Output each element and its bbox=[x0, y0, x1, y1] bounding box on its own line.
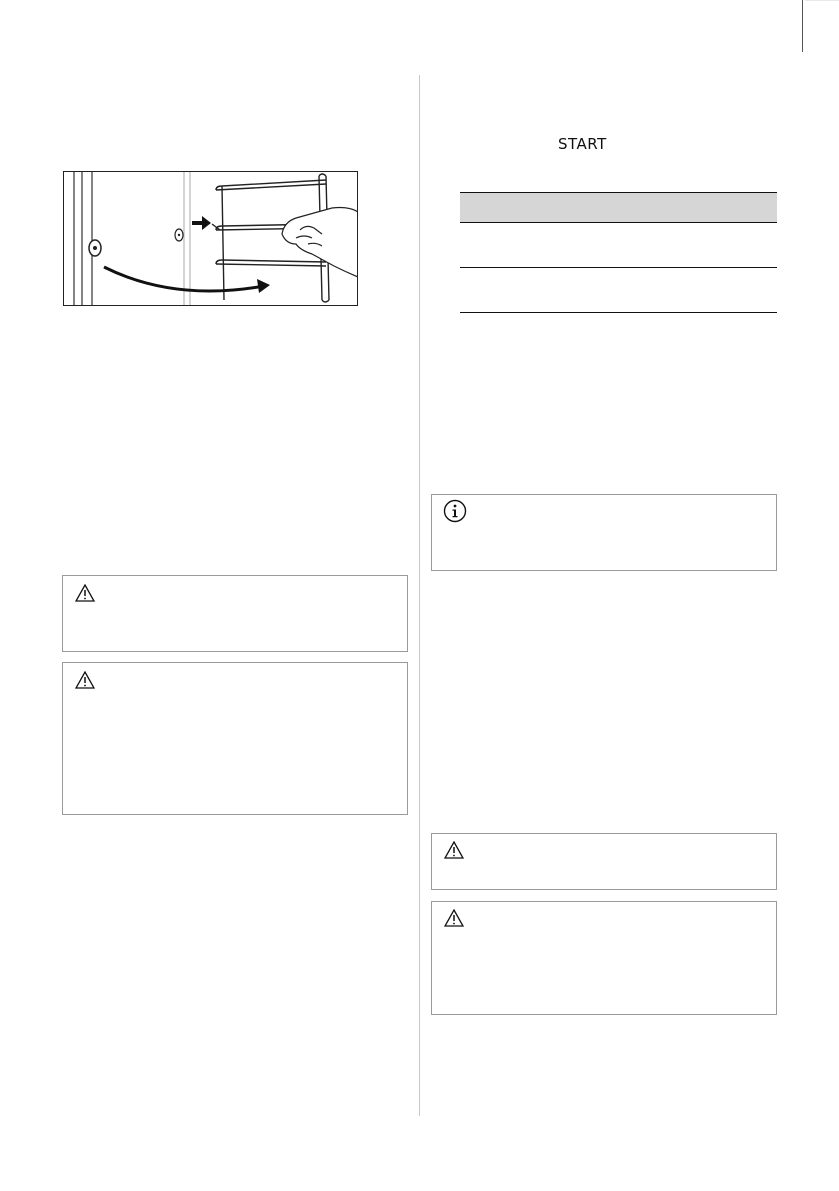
warning-notice bbox=[62, 662, 408, 815]
warning-icon bbox=[444, 909, 464, 927]
settings-table bbox=[460, 192, 777, 313]
column-divider bbox=[419, 75, 420, 1116]
start-button-label: START bbox=[558, 135, 607, 153]
warning-icon bbox=[75, 584, 95, 602]
warning-notice bbox=[62, 575, 408, 652]
warning-icon bbox=[444, 841, 464, 859]
shelf-support-figure bbox=[63, 171, 358, 306]
info-icon bbox=[443, 499, 467, 523]
page-edge-marker bbox=[802, 0, 803, 52]
warning-notice bbox=[431, 901, 777, 1015]
page-edge-tick bbox=[805, 0, 839, 1]
shelf-support-illustration bbox=[64, 172, 358, 306]
info-notice bbox=[431, 494, 777, 571]
table-header bbox=[460, 192, 777, 223]
table-row bbox=[460, 268, 777, 313]
table-row bbox=[460, 223, 777, 268]
warning-notice bbox=[431, 833, 777, 890]
warning-icon bbox=[75, 671, 95, 689]
